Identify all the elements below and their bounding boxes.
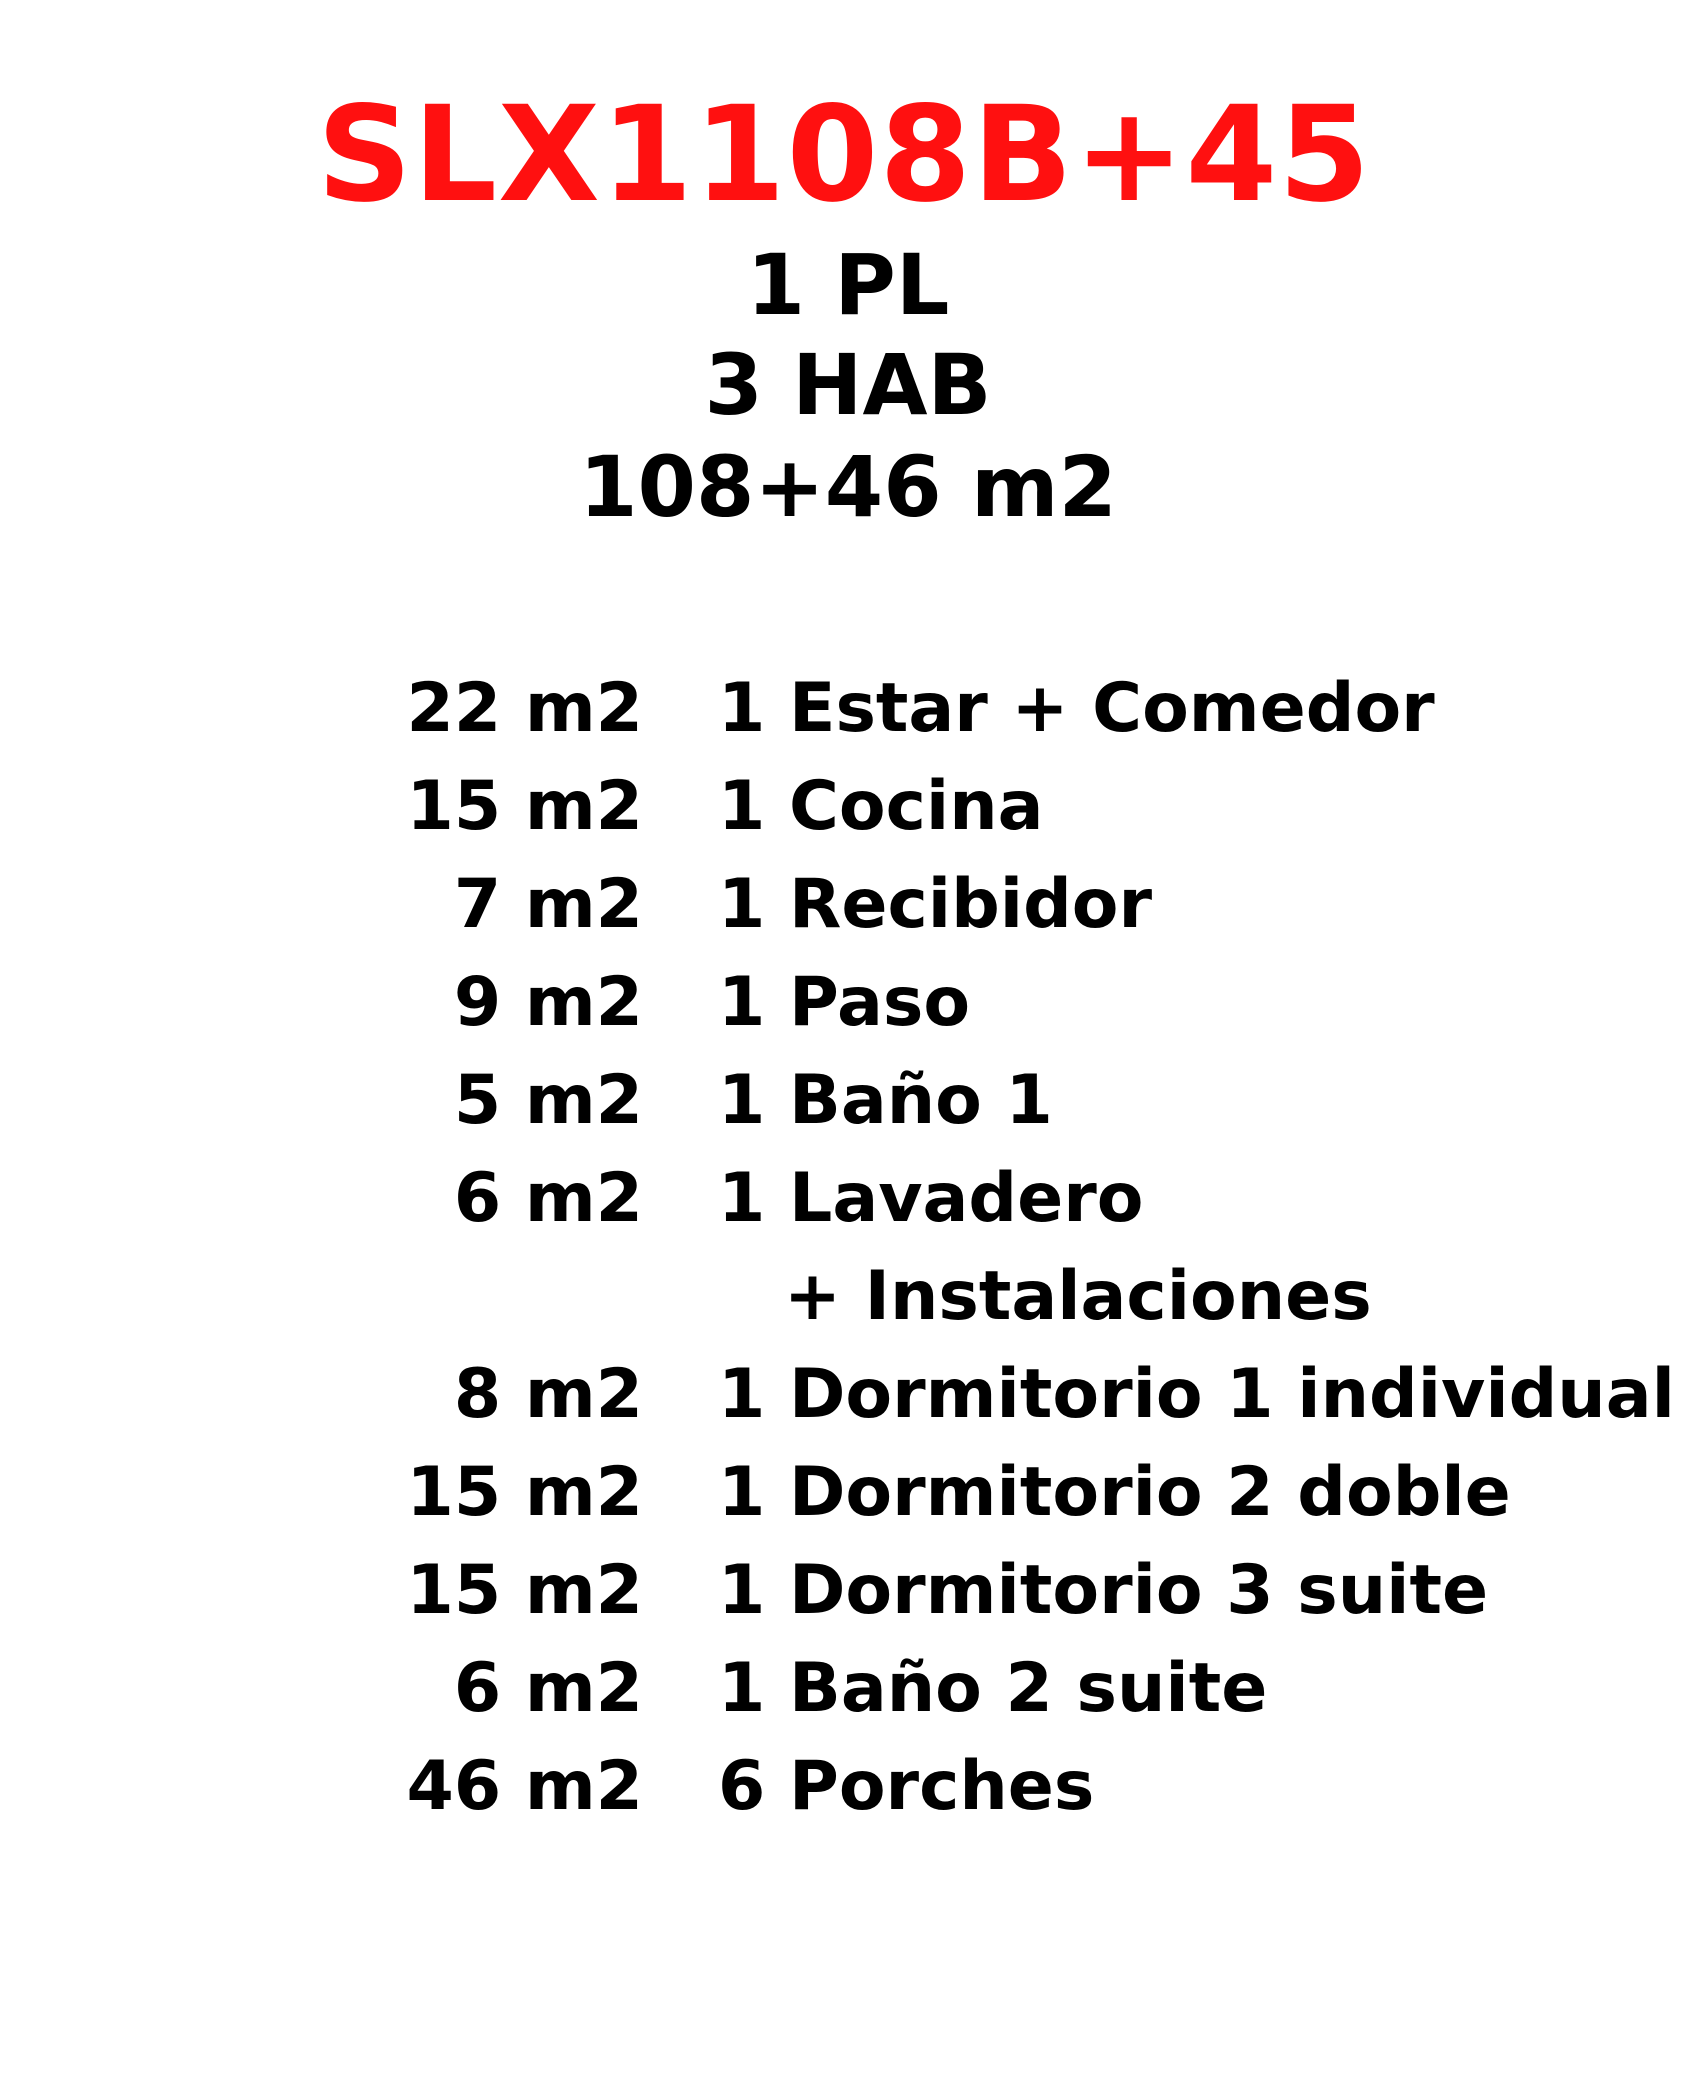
room-row <box>0 1052 1688 1150</box>
room-label: 1 Dormitorio 1 individual <box>718 1355 1675 1434</box>
room-row <box>0 856 1688 954</box>
room-row <box>0 954 1688 1052</box>
room-label: 1 Dormitorio 3 suite <box>718 1551 1489 1630</box>
room-label: 1 Recibidor <box>718 865 1152 944</box>
room-row <box>0 1738 1688 1836</box>
room-label: 1 Lavadero <box>718 1159 1144 1238</box>
room-label: 1 Cocina <box>718 767 1044 846</box>
room-area: 6 m2 <box>453 1159 643 1238</box>
room-label: + Instalaciones <box>784 1257 1372 1336</box>
room-area: 15 m2 <box>406 1551 643 1630</box>
room-row <box>0 1444 1688 1542</box>
room-row <box>0 1346 1688 1444</box>
room-label: 1 Baño 1 <box>718 1061 1053 1140</box>
floors-label: 1 PL <box>746 236 950 334</box>
room-row <box>0 660 1688 758</box>
room-area: 8 m2 <box>453 1355 643 1434</box>
room-area: 7 m2 <box>453 865 643 944</box>
room-label: 1 Baño 2 suite <box>718 1649 1268 1728</box>
room-row <box>0 1150 1688 1248</box>
room-label: 6 Porches <box>718 1747 1095 1826</box>
room-label: 1 Paso <box>718 963 971 1042</box>
room-row <box>0 1640 1688 1738</box>
room-area: 6 m2 <box>453 1649 643 1728</box>
room-label: 1 Dormitorio 2 doble <box>718 1453 1511 1532</box>
room-row <box>0 1542 1688 1640</box>
room-area: 15 m2 <box>406 1453 643 1532</box>
room-label: 1 Estar + Comedor <box>718 669 1435 748</box>
room-area: 46 m2 <box>406 1747 643 1826</box>
room-row-continuation <box>0 1248 1688 1346</box>
room-area: 22 m2 <box>406 669 643 748</box>
room-row <box>0 758 1688 856</box>
bedrooms-label: 3 HAB <box>704 336 992 434</box>
room-area: 15 m2 <box>406 767 643 846</box>
plan-code-title: SLX1108B+45 <box>316 78 1372 232</box>
total-surface-label: 108+46 m2 <box>579 438 1117 536</box>
room-area: 5 m2 <box>453 1061 643 1140</box>
room-area: 9 m2 <box>453 963 643 1042</box>
